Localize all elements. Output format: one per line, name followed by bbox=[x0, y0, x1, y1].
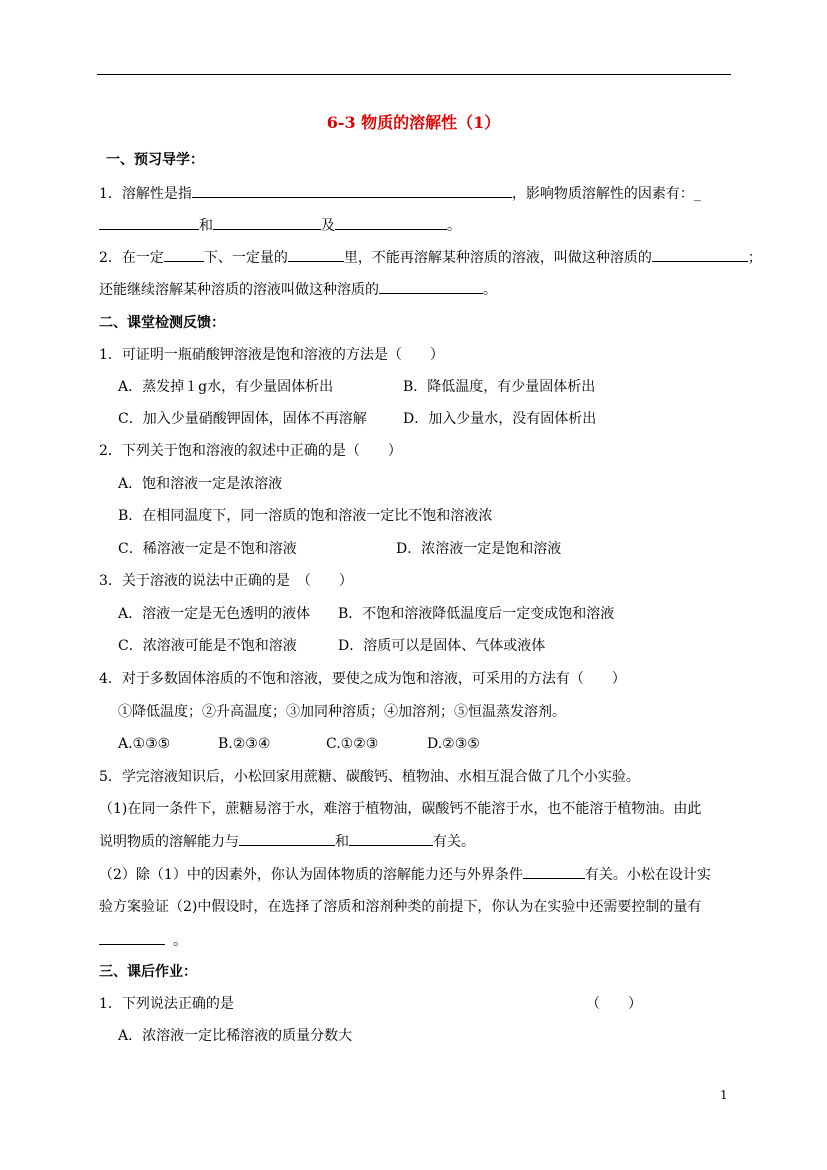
blank-condition[interactable] bbox=[164, 247, 204, 262]
sec2-q5-part2-line2: 验方案验证（2)中假设时，在选择了溶质和溶剂种类的前提下，你认为在实验中还需要控制的量有 bbox=[99, 899, 702, 915]
blank-saturated[interactable] bbox=[652, 247, 748, 262]
sec3-q1-answer-paren: （ ） bbox=[586, 996, 642, 1012]
sec1-q2-line1 bbox=[99, 247, 762, 268]
sec1-q2-text-a: 2．在一定 bbox=[99, 250, 164, 266]
blank-unsaturated[interactable] bbox=[379, 279, 483, 294]
blank-external-condition[interactable] bbox=[523, 864, 585, 879]
sec1-q1-line2 bbox=[99, 215, 461, 236]
blank-factor-2[interactable] bbox=[213, 215, 321, 230]
sec3-q1-option-a: A．浓溶液一定比稀溶液的质量分数大 bbox=[118, 1028, 353, 1044]
sec2-q5: 5．学完溶液知识后，小松回家用蔗糖、碳酸钙、植物油、水相互混合做了几个小实验。 bbox=[99, 769, 640, 785]
sec1-q2-text-c: 里，不能再溶解某种溶质的溶液，叫做这种溶质的 bbox=[343, 250, 652, 266]
sec2-q4-option-d: D.②③⑤ bbox=[427, 736, 480, 752]
sec2-q5-text-c: 和 bbox=[335, 834, 349, 850]
sec2-q1-option-d: D．加入少量水，没有固体析出 bbox=[403, 411, 597, 427]
sec2-q4-option-a: A.①③⑤ bbox=[118, 736, 171, 752]
sec2-q2-option-d: D．浓溶液一定是饱和溶液 bbox=[396, 541, 562, 557]
sec1-q1-text-e: 。 bbox=[447, 218, 461, 234]
sec2-q4-methods: ①降低温度；②升高温度；③加同种溶质；④加溶剂；⑤恒温蒸发溶剂。 bbox=[118, 704, 566, 720]
sec2-q2-option-a: A．饱和溶液一定是浓溶液 bbox=[118, 476, 283, 492]
section-2-heading: 二、课堂检测反馈： bbox=[99, 315, 225, 331]
blank-factor-b[interactable] bbox=[349, 831, 433, 846]
sec2-q4-option-b: B.②③④ bbox=[218, 736, 271, 752]
sec1-q2-text-d: ； bbox=[747, 250, 762, 266]
sec2-q1: 1．可证明一瓶硝酸钾溶液是饱和溶液的方法是（ ） bbox=[99, 347, 444, 363]
sec2-q5-text-f: 有关。小松在设计实 bbox=[584, 867, 711, 883]
sec2-q5-text-e: （2）除（1）中的因素外，你认为固体物质的溶解能力还与外界条件 bbox=[99, 867, 523, 883]
sec3-q1: 1．下列说法正确的是 bbox=[99, 996, 234, 1012]
sec2-q5-text-d: 有关。 bbox=[433, 834, 475, 850]
blank-factor-1[interactable] bbox=[99, 215, 199, 230]
sec1-q2-text-e: 还能继续溶解某种溶质的溶液叫做这种溶质的 bbox=[99, 282, 379, 298]
sec2-q3-option-c: C．浓溶液可能是不饱和溶液 bbox=[118, 638, 297, 654]
sec2-q2-option-b: B．在相同温度下，同一溶质的饱和溶液一定比不饱和溶液浓 bbox=[118, 508, 493, 524]
sec2-q5-part2-line3 bbox=[99, 930, 187, 951]
sec2-q5-text-b: 说明物质的溶解能力与 bbox=[99, 834, 239, 850]
blank-solubility-definition[interactable] bbox=[192, 183, 512, 198]
sec2-q5-part1-line1: （1)在同一条件下，蔗糖易溶于水，难溶于植物油，碳酸钙不能溶于水，也不能溶于植物油。由此 bbox=[99, 801, 702, 817]
sec2-q4-option-c: C.①②③ bbox=[326, 736, 379, 752]
sec1-q2-text-f: 。 bbox=[483, 282, 497, 298]
sec2-q3: 3．关于溶液的说法中正确的是 （ ） bbox=[99, 573, 353, 589]
sec2-q1-option-c: C．加入少量硝酸钾固体，固体不再溶解 bbox=[118, 411, 367, 427]
sec2-q1-option-b: B．降低温度，有少量固体析出 bbox=[403, 379, 596, 395]
sec1-q2-line2 bbox=[99, 279, 497, 300]
sec1-q1-text-a: 1．溶解性是指 bbox=[99, 186, 192, 202]
sec2-q5-part2-line1 bbox=[99, 864, 711, 885]
sec2-q3-option-b: B．不饱和溶液降低温度后一定变成饱和溶液 bbox=[338, 606, 615, 622]
blank-factor-3[interactable] bbox=[335, 215, 447, 230]
sec2-q2: 2．下列关于饱和溶液的叙述中正确的是（ ） bbox=[99, 443, 402, 459]
sec2-q3-option-d: D．溶质可以是固体、气体或液体 bbox=[338, 638, 546, 654]
blank-controlled-quantity[interactable] bbox=[99, 930, 165, 945]
sec2-q3-option-a: A．溶液一定是无色透明的液体 bbox=[118, 606, 311, 622]
section-3-heading: 三、课后作业： bbox=[99, 964, 197, 980]
blank-solvent[interactable] bbox=[288, 247, 344, 262]
page-title: 6-3 物质的溶解性（1） bbox=[326, 113, 501, 132]
sec2-q4: 4．对于多数固体溶质的不饱和溶液，要使之成为饱和溶液，可采用的方法有（ ） bbox=[99, 671, 626, 687]
page-number: 1 bbox=[720, 1088, 728, 1102]
sec1-q1-text-b: ，影响物质溶解性的因素有：_ bbox=[511, 186, 701, 202]
sec1-q1-text-d: 及 bbox=[321, 218, 335, 234]
sec2-q5-text-g: 。 bbox=[173, 933, 187, 949]
section-1-heading: 一、预习导学： bbox=[106, 152, 204, 168]
sec2-q1-option-a: A．蒸发掉１g水，有少量固体析出 bbox=[118, 379, 334, 395]
sec1-q1-text-c: 和 bbox=[199, 218, 213, 234]
header-rule bbox=[97, 74, 731, 75]
blank-factor-a[interactable] bbox=[239, 831, 335, 846]
sec1-q2-text-b: 下、一定量的 bbox=[203, 250, 288, 266]
sec2-q2-option-c: C．稀溶液一定是不饱和溶液 bbox=[118, 541, 297, 557]
sec2-q5-part1-line2 bbox=[99, 831, 475, 852]
sec1-q1-line1 bbox=[99, 183, 701, 204]
